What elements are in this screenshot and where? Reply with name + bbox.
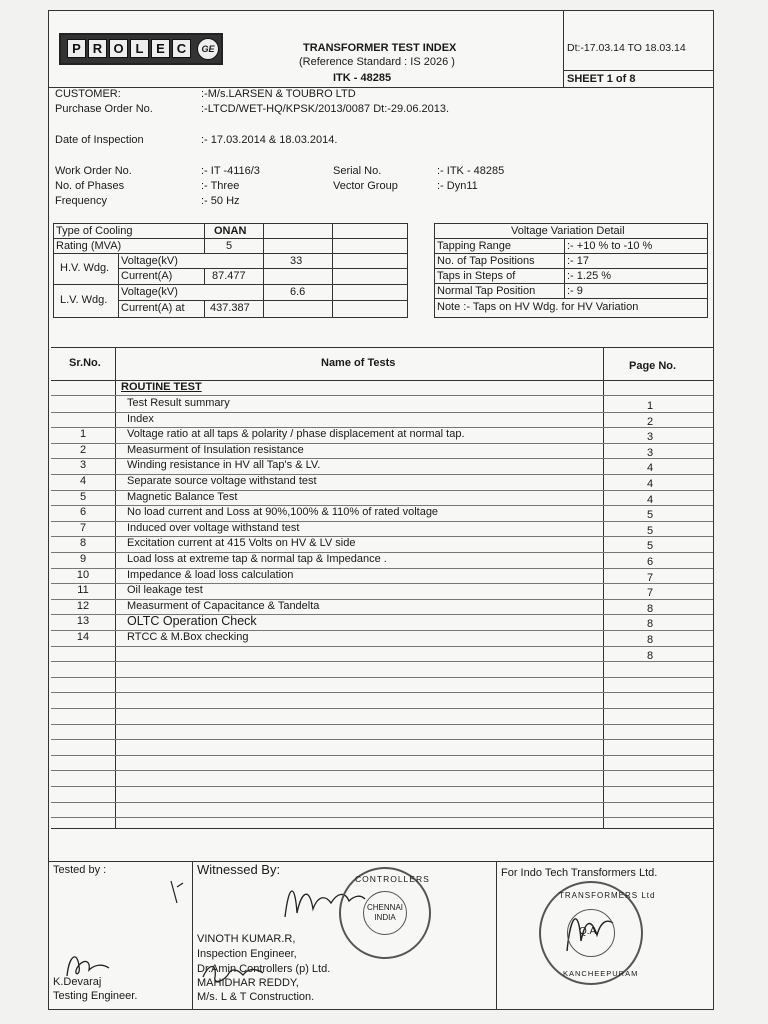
routine-test-heading: ROUTINE TEST xyxy=(121,381,202,393)
cooling-label: Type of Cooling xyxy=(56,225,133,237)
test-srno: 2 xyxy=(79,443,87,456)
test-srno: 3 xyxy=(79,459,87,472)
prolec-ge-logo xyxy=(59,33,223,65)
lv-current-label: Current(A) at xyxy=(121,302,185,314)
company-qa-stamp xyxy=(539,881,656,985)
customer-value: :-M/s.LARSEN & TOUBRO LTD xyxy=(201,88,356,100)
normal-tap-value: :- 9 xyxy=(567,285,583,297)
divider xyxy=(49,861,713,862)
test-page: 7 xyxy=(647,587,654,600)
vector-label: Vector Group xyxy=(333,180,398,192)
work-order-label: Work Order No. xyxy=(55,165,132,177)
stamp1-center: CHENNAI INDIA xyxy=(367,903,404,922)
tapping-range-label: Tapping Range xyxy=(437,240,512,252)
test-name: Impedance & load loss calculation xyxy=(127,568,294,581)
voltage-variation-title: Voltage Variation Detail xyxy=(511,225,625,237)
row-line xyxy=(51,646,713,647)
test-name: Winding resistance in HV all Tap's & LV. xyxy=(127,459,321,472)
voltage-variation-table xyxy=(434,223,708,318)
test-page: 5 xyxy=(647,540,654,553)
tests-table xyxy=(51,347,713,829)
test-name: Oil leakage test xyxy=(127,584,203,597)
test-name: Voltage ratio at all taps & polarity / phase displacement at normal tap. xyxy=(127,428,465,441)
col-page-header: Page No. xyxy=(629,360,677,372)
divider xyxy=(192,861,193,1009)
test-page: 4 xyxy=(647,493,654,506)
test-page: 8 xyxy=(647,602,654,615)
controllers-stamp xyxy=(339,867,431,959)
hv-voltage-value: 33 xyxy=(290,255,303,267)
test-page: 5 xyxy=(647,509,654,522)
witness1-name: VINOTH KUMAR.R, xyxy=(197,933,296,945)
logo-letter: E xyxy=(151,39,170,58)
blank-row-line xyxy=(51,786,713,787)
witnessed-by-label: Witnessed By: xyxy=(197,862,281,877)
rating-label: Rating (MVA) xyxy=(56,240,122,252)
tap-positions-value: :- 17 xyxy=(567,255,590,267)
tested-name: K.Devaraj xyxy=(53,976,102,988)
tap-steps-label: Taps in Steps of xyxy=(437,270,516,282)
lv-label: L.V. Wdg. xyxy=(60,294,108,306)
rating-table xyxy=(53,223,408,318)
customer-label: CUSTOMER: xyxy=(55,88,121,100)
blank-row-line xyxy=(51,739,713,740)
logo-letter: P xyxy=(67,39,86,58)
test-name: Test Result summary xyxy=(127,397,230,409)
frequency-value: :- 50 Hz xyxy=(201,195,240,207)
inspection-value: :- 17.03.2014 & 18.03.2014. xyxy=(201,134,338,146)
test-page: 8 xyxy=(647,618,654,631)
lv-voltage-value: 6.6 xyxy=(290,286,306,298)
po-label: Purchase Order No. xyxy=(55,103,153,115)
test-srno: 5 xyxy=(79,490,87,503)
blank-row-line xyxy=(51,692,713,693)
logo-letter: C xyxy=(172,39,191,58)
witness1-role: Inspection Engineer, xyxy=(197,948,297,960)
row-line xyxy=(51,661,713,662)
test-srno: 11 xyxy=(77,584,89,597)
test-srno: 1 xyxy=(79,428,87,441)
normal-tap-label: Normal Tap Position xyxy=(437,285,536,297)
tap-steps-value: :- 1.25 % xyxy=(567,270,612,282)
blank-row-line xyxy=(51,724,713,725)
test-page: 1 xyxy=(647,400,654,412)
test-name: Measurment of Capacitance & Tandelta xyxy=(127,599,320,612)
vector-value: :- Dyn11 xyxy=(437,180,478,192)
company-label: For Indo Tech Transformers Ltd. xyxy=(501,867,658,879)
test-name: Magnetic Balance Test xyxy=(127,490,238,503)
tested-role: Testing Engineer. xyxy=(53,990,138,1002)
test-name: No load current and Loss at 90%,100% & 110% of rated voltage xyxy=(127,506,439,519)
blank-row-line xyxy=(51,708,713,709)
hv-label: H.V. Wdg. xyxy=(60,262,110,274)
blank-row-line xyxy=(51,677,713,678)
test-name: Index xyxy=(127,412,154,425)
frequency-label: Frequency xyxy=(55,195,107,207)
lv-voltage-label: Voltage(kV) xyxy=(121,286,178,298)
witness2-name: MAHIDHAR REDDY, xyxy=(197,977,299,989)
test-srno: 4 xyxy=(79,475,87,487)
test-page: 5 xyxy=(647,524,654,537)
test-page: 8 xyxy=(647,634,654,646)
stamp2-bottom-text: KANCHEEPURAM xyxy=(563,969,639,978)
rating-value: 5 xyxy=(226,240,233,252)
logo-letter: L xyxy=(130,39,149,58)
divider xyxy=(563,70,713,71)
serial-value: :- ITK - 48285 xyxy=(437,165,505,177)
tick-mark xyxy=(167,877,187,907)
date-range: Dt:-17.03.14 TO 18.03.14 xyxy=(567,42,686,54)
signature-tester xyxy=(59,946,119,980)
tap-positions-label: No. of Tap Positions xyxy=(437,255,535,267)
test-name: Separate source voltage withstand test xyxy=(127,475,317,487)
witness1-company: Dr.Amin Controllers (p) Ltd. xyxy=(197,963,331,975)
test-page: 3 xyxy=(647,446,654,459)
blank-row-line xyxy=(51,817,713,818)
test-srno: 8 xyxy=(79,537,87,550)
logo-letter: O xyxy=(109,39,128,58)
inspection-label: Date of Inspection xyxy=(55,134,144,146)
itk-number: ITK - 48285 xyxy=(333,72,392,84)
witness2-company: M/s. L & T Construction. xyxy=(197,991,315,1003)
test-srno: 14 xyxy=(76,631,90,643)
hv-current-label: Current(A) xyxy=(121,270,173,282)
test-page: 7 xyxy=(647,571,654,584)
stamp2-ring-text: TRANSFORMERS Ltd xyxy=(559,891,656,900)
test-srno: 13 xyxy=(76,615,90,628)
document-sheet xyxy=(48,10,714,1010)
test-name: OLTC Operation Check xyxy=(127,614,257,629)
test-srno: 12 xyxy=(76,599,90,612)
tested-by-label: Tested by : xyxy=(53,864,107,876)
divider xyxy=(496,861,497,1009)
po-value: :-LTCD/WET-HQ/KPSK/2013/0087 Dt:-29.06.2013. xyxy=(201,103,450,115)
test-name: Load loss at extreme tap & normal tap & Impedance . xyxy=(127,553,387,565)
divider xyxy=(563,11,564,87)
signature-witness2 xyxy=(199,957,269,987)
stamp2-center: Q.A xyxy=(579,926,597,937)
hv-current-value: 87.477 xyxy=(212,270,246,282)
hv-voltage-label: Voltage(kV) xyxy=(121,255,178,267)
test-name: Measurment of Insulation resistance xyxy=(127,443,304,456)
phases-value: :- Three xyxy=(201,180,240,192)
col-name-header: Name of Tests xyxy=(321,357,396,369)
test-page: 4 xyxy=(647,478,654,490)
blank-row-line xyxy=(51,802,713,803)
test-name: RTCC & M.Box checking xyxy=(127,631,249,643)
reference-standard: (Reference Standard : IS 2026 ) xyxy=(299,56,455,68)
logo-letter: R xyxy=(88,39,107,58)
blank-row-line xyxy=(51,770,713,771)
serial-label: Serial No. xyxy=(333,165,382,177)
stamp1-ring-text: CONTROLLERS xyxy=(355,874,430,884)
test-srno: 10 xyxy=(76,568,90,581)
test-srno: 7 xyxy=(79,521,87,534)
test-srno: 9 xyxy=(79,553,87,565)
divider xyxy=(49,87,713,88)
tapping-range-value: :- +10 % to -10 % xyxy=(567,240,653,252)
work-order-value: :- IT -4116/3 xyxy=(201,165,260,177)
phases-label: No. of Phases xyxy=(55,180,125,192)
test-page: 4 xyxy=(647,462,654,475)
sheet-number: SHEET 1 of 8 xyxy=(567,73,636,85)
test-page: 3 xyxy=(647,431,654,444)
col-srno-header: Sr.No. xyxy=(69,357,101,369)
test-page: 2 xyxy=(647,415,654,428)
test-page: 8 xyxy=(647,649,654,662)
document-title: TRANSFORMER TEST INDEX xyxy=(303,42,457,54)
ge-monogram: GE xyxy=(197,38,219,60)
cooling-value: ONAN xyxy=(214,225,247,237)
test-srno: 6 xyxy=(79,506,87,519)
voltage-variation-note: Note :- Taps on HV Wdg. for HV Variation xyxy=(437,301,639,313)
blank-row-line xyxy=(51,755,713,756)
test-page: 6 xyxy=(647,556,654,568)
lv-current-value: 437.387 xyxy=(210,302,250,314)
test-name: Induced over voltage withstand test xyxy=(127,521,300,534)
test-name: Excitation current at 415 Volts on HV & LV side xyxy=(127,537,356,550)
